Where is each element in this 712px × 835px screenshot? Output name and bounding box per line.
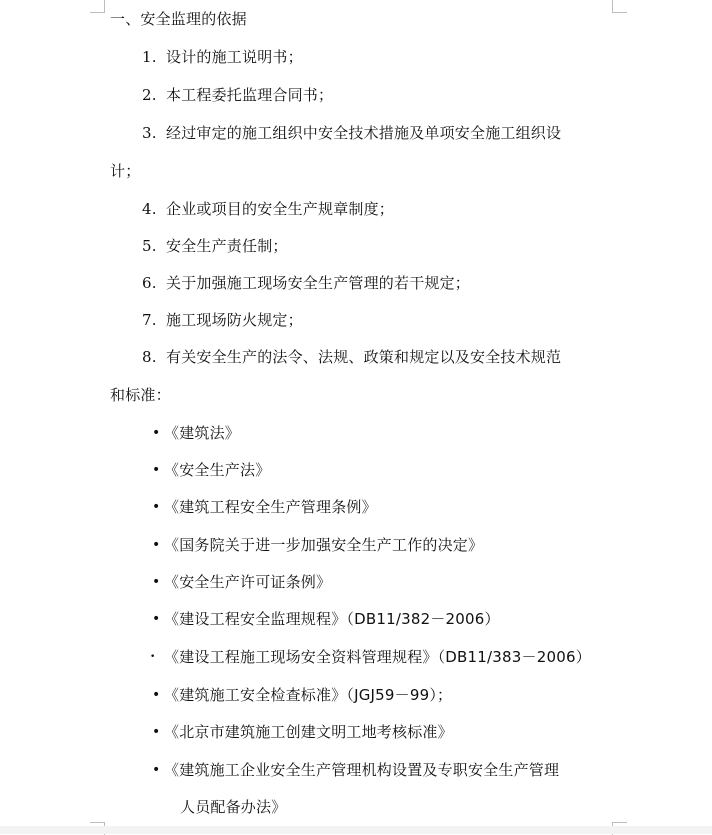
numbered-item (142, 236, 288, 256)
item-number: 2. (142, 86, 157, 104)
bullet-icon: • (150, 652, 156, 662)
bullet-icon: • (152, 462, 161, 478)
bullet-icon: • (152, 537, 161, 553)
item-text: 企业或项目的安全生产规章制度； (166, 200, 395, 218)
numbered-item (142, 123, 561, 143)
bullet-item: 《建筑施工企业安全生产管理机构设置及专职安全生产管理 (164, 761, 560, 779)
item-text: 本工程委托监理合同书； (166, 86, 334, 104)
item-number: 6. (142, 274, 157, 292)
item-number: 7. (142, 311, 157, 329)
item-number: 5. (142, 237, 157, 255)
bullet-item: 《北京市建筑施工创建文明工地考核标准》 (164, 723, 453, 741)
bullet-icon: • (152, 425, 161, 441)
bullet-item: 《建设工程施工现场安全资料管理规程》（DB11/383－2006） (164, 648, 591, 666)
numbered-item (142, 273, 470, 293)
bullet-item: 《建筑法》 (164, 424, 241, 442)
bullet-icon: • (152, 574, 161, 590)
page-bottom-edge (0, 826, 712, 834)
item-number: 1. (142, 48, 157, 66)
bullet-icon: • (152, 762, 161, 778)
item-text: 经过审定的施工组织中安全技术措施及单项安全施工组织设 (166, 124, 562, 142)
numbered-item (142, 310, 303, 330)
crop-mark-top-right (612, 0, 627, 13)
item-text: 设计的施工说明书； (166, 48, 303, 66)
bullet-icon: • (152, 499, 161, 515)
section-heading: 一、安全监理的依据 (110, 10, 247, 28)
crop-mark-top-left (90, 0, 105, 13)
bullet-item: 《安全生产法》 (164, 461, 271, 479)
item-text: 关于加强施工现场安全生产管理的若干规定； (166, 274, 471, 292)
item-number: 4. (142, 200, 157, 218)
bullet-item: 《安全生产许可证条例》 (164, 573, 332, 591)
numbered-item (142, 199, 394, 219)
numbered-item (142, 347, 561, 367)
bullet-item-continuation: 人员配备办法》 (180, 798, 287, 816)
bullet-icon: • (152, 611, 161, 627)
bullet-item: 《建筑施工安全检查标准》（JGJ59－99）； (164, 686, 453, 704)
item-continuation: 计； (110, 162, 141, 180)
item-text: 安全生产责任制； (166, 237, 288, 255)
bullet-icon: • (152, 687, 161, 703)
item-text: 有关安全生产的法令、法规、政策和规定以及安全技术规范 (166, 348, 562, 366)
bullet-item: 《国务院关于进一步加强安全生产工作的决定》 (164, 536, 484, 554)
numbered-item (142, 47, 303, 67)
bullet-icon: • (152, 724, 161, 740)
item-number: 8. (142, 348, 157, 366)
numbered-item (142, 85, 333, 105)
item-number: 3. (142, 124, 157, 142)
item-continuation: 和标准： (110, 386, 171, 404)
item-text: 施工现场防火规定； (166, 311, 303, 329)
bullet-item: 《建设工程安全监理规程》（DB11/382－2006） (164, 610, 500, 628)
bullet-item: 《建筑工程安全生产管理条例》 (164, 498, 377, 516)
